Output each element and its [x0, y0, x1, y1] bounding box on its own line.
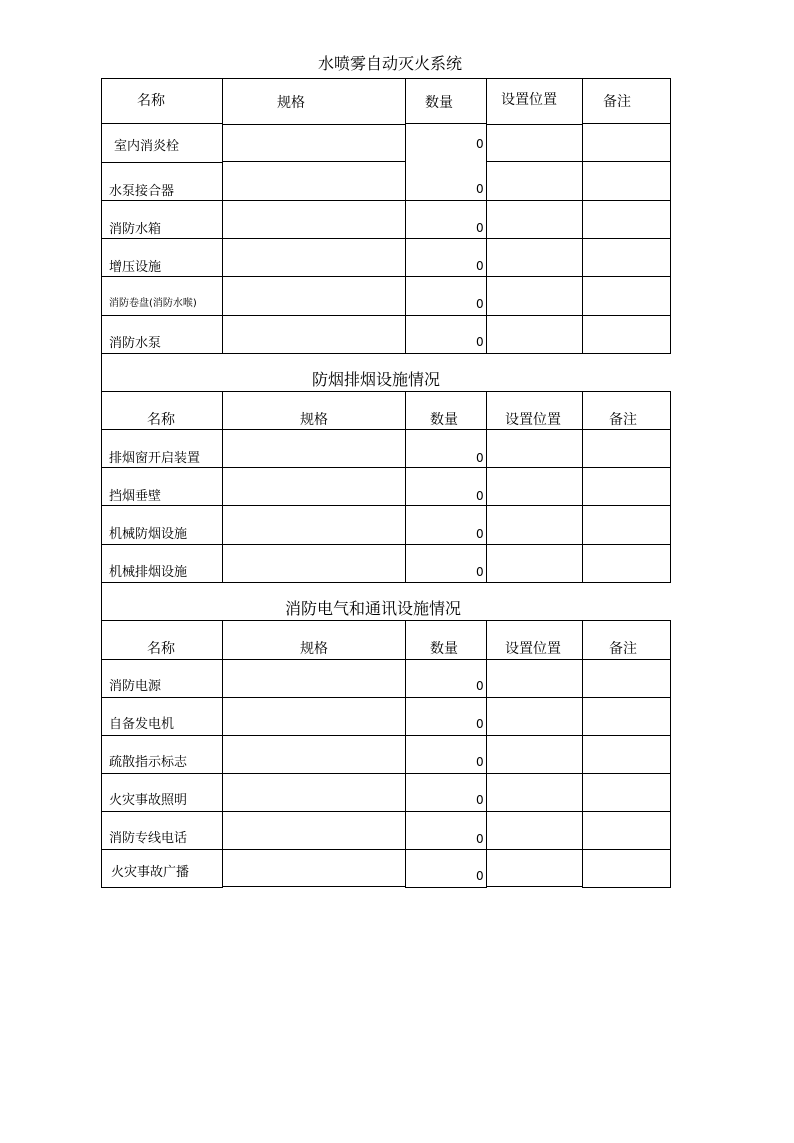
row-quantity: 0 — [476, 832, 484, 846]
row-name: 室内消炎栓 — [114, 139, 180, 154]
header-name: 名称 — [147, 641, 175, 657]
grid-line — [670, 391, 671, 583]
grid-line — [222, 161, 406, 162]
header-note: 备注 — [609, 412, 637, 428]
row-name: 机械防烟设施 — [109, 527, 188, 542]
row-quantity: 0 — [476, 755, 484, 769]
grid-line — [101, 315, 671, 316]
grid-line — [405, 123, 487, 124]
grid-line — [101, 544, 671, 545]
grid-line — [405, 391, 406, 583]
row-quantity: 0 — [476, 565, 484, 579]
row-quantity: 0 — [476, 137, 484, 151]
grid-line — [222, 886, 406, 887]
grid-line — [101, 200, 671, 201]
row-name: 挡烟垂壁 — [109, 489, 162, 504]
header-qty: 数量 — [430, 641, 458, 657]
grid-line — [101, 78, 671, 79]
grid-line — [101, 162, 223, 163]
grid-line — [486, 886, 583, 887]
row-quantity: 0 — [476, 259, 484, 273]
grid-line — [222, 620, 223, 888]
row-name: 消防水泵 — [109, 336, 162, 351]
row-name: 疏散指示标志 — [109, 755, 188, 770]
row-name: 水泵接合器 — [109, 184, 175, 199]
row-quantity: 0 — [476, 679, 484, 693]
grid-line — [222, 391, 223, 583]
grid-line — [101, 276, 671, 277]
header-note: 备注 — [609, 641, 637, 657]
header-name: 名称 — [147, 412, 175, 428]
grid-line — [582, 620, 583, 888]
header-location: 设置位置 — [501, 92, 557, 108]
grid-line — [101, 429, 671, 430]
row-quantity: 0 — [476, 297, 484, 311]
row-name: 排烟窗开启装置 — [109, 451, 201, 466]
row-name: 消防水箱 — [109, 222, 162, 237]
header-note: 备注 — [603, 94, 631, 110]
grid-line — [670, 78, 671, 354]
header-location: 设置位置 — [505, 641, 561, 657]
grid-line — [486, 391, 487, 583]
row-name: 火灾事故广播 — [111, 865, 190, 880]
row-quantity: 0 — [476, 869, 484, 883]
grid-line — [222, 124, 406, 125]
grid-line — [101, 773, 671, 774]
grid-line — [101, 735, 671, 736]
row-name: 消防电源 — [109, 679, 162, 694]
grid-line — [101, 849, 671, 850]
row-quantity: 0 — [476, 717, 484, 731]
row-quantity: 0 — [476, 221, 484, 235]
row-quantity: 0 — [476, 182, 484, 196]
grid-line — [101, 78, 102, 888]
grid-line — [486, 620, 487, 888]
grid-line — [101, 123, 223, 124]
row-quantity: 0 — [476, 527, 484, 541]
section-title-water-spray: 水喷雾自动灭火系统 — [318, 54, 463, 73]
grid-line — [101, 811, 671, 812]
header-spec: 规格 — [277, 95, 305, 111]
grid-line — [670, 620, 671, 888]
grid-line — [101, 887, 223, 888]
header-location: 设置位置 — [505, 412, 561, 428]
grid-line — [582, 391, 583, 583]
section-title-electrical-comm: 消防电气和通讯设施情况 — [285, 599, 462, 618]
grid-line — [582, 123, 671, 124]
grid-line — [486, 161, 671, 162]
header-qty: 数量 — [425, 95, 453, 111]
grid-line — [486, 124, 583, 125]
grid-line — [222, 78, 223, 354]
row-quantity: 0 — [476, 489, 484, 503]
grid-line — [405, 620, 406, 888]
row-name: 增压设施 — [109, 260, 162, 275]
row-name: 消防专线电话 — [109, 831, 188, 846]
grid-line — [486, 78, 487, 354]
row-quantity: 0 — [476, 451, 484, 465]
header-name: 名称 — [137, 93, 165, 109]
grid-line — [101, 238, 671, 239]
row-name: 机械排烟设施 — [109, 565, 188, 580]
grid-line — [405, 887, 487, 888]
grid-line — [582, 887, 671, 888]
grid-line — [101, 391, 671, 392]
grid-line — [101, 582, 671, 583]
grid-line — [101, 620, 671, 621]
grid-line — [101, 467, 671, 468]
row-name: 自备发电机 — [109, 717, 175, 732]
grid-line — [101, 697, 671, 698]
row-name: 消防卷盘(消防水喉) — [109, 298, 197, 309]
row-quantity: 0 — [476, 335, 484, 349]
section-title-smoke-control: 防烟排烟设施情况 — [312, 370, 441, 389]
row-quantity: 0 — [476, 793, 484, 807]
grid-line — [405, 78, 406, 354]
grid-line — [101, 505, 671, 506]
header-qty: 数量 — [430, 412, 458, 428]
grid-line — [101, 659, 671, 660]
grid-line — [582, 78, 583, 354]
grid-line — [101, 353, 671, 354]
row-name: 火灾事故照明 — [109, 793, 188, 808]
header-spec: 规格 — [300, 412, 328, 428]
header-spec: 规格 — [300, 641, 328, 657]
